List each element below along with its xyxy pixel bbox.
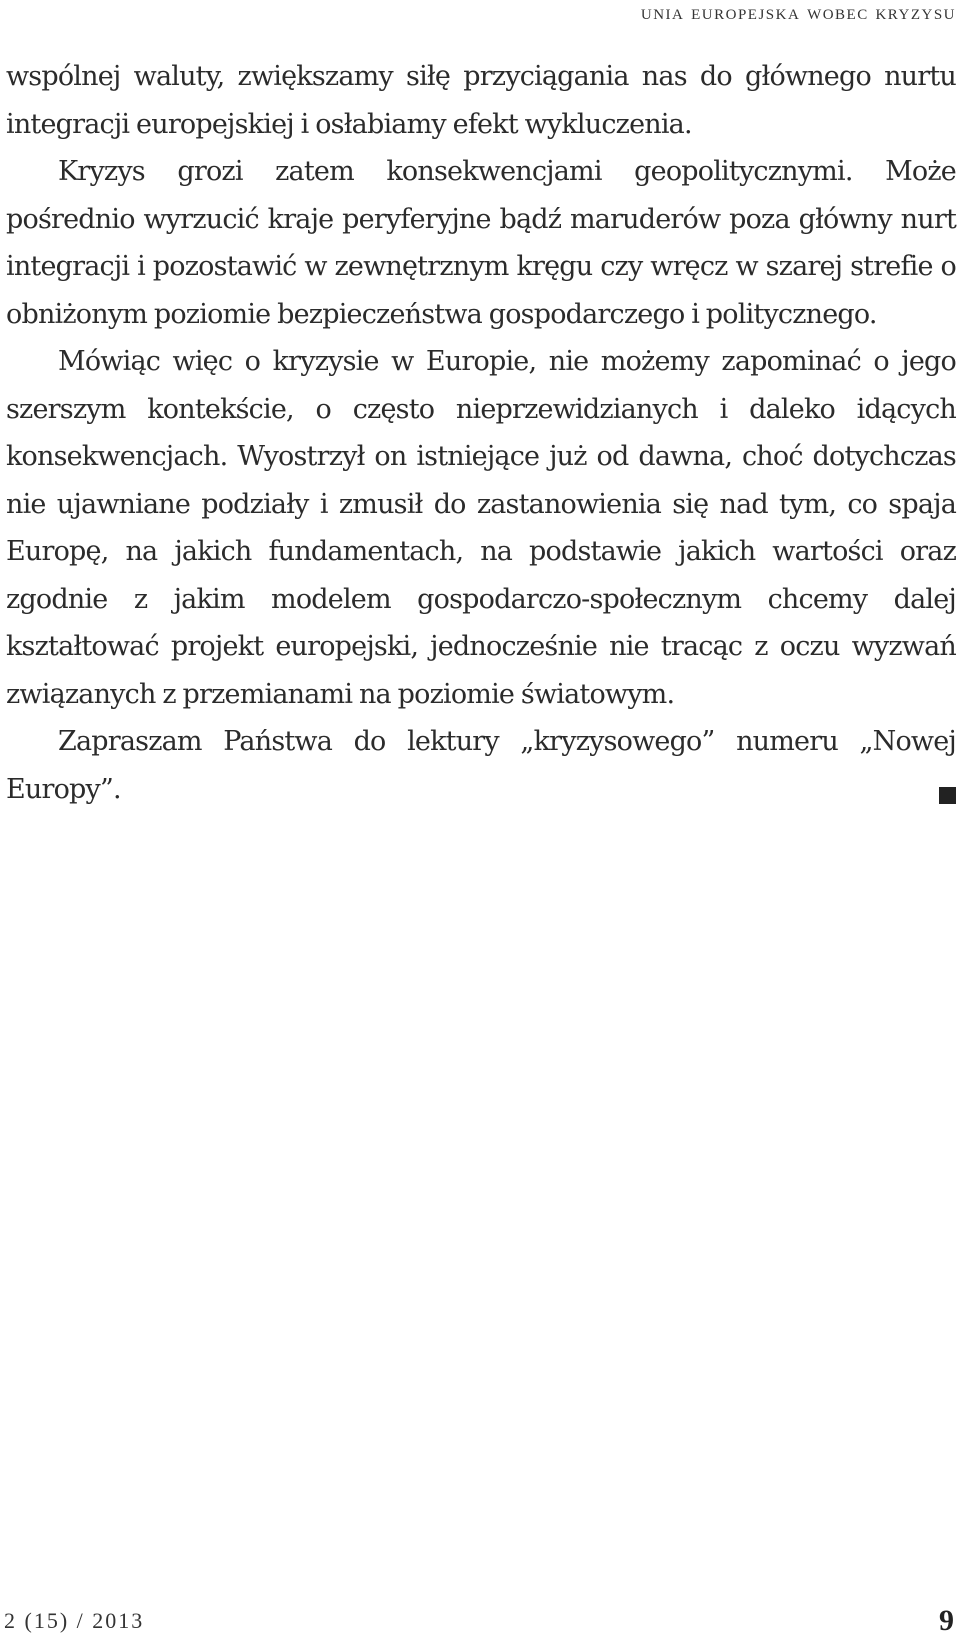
- article-body: [6, 53, 956, 813]
- running-head-title: unia europejska wobec kryzysu: [640, 0, 956, 24]
- paragraph-invitation: Zapraszam Państwa do lektury „kryzysowego” numeru „Nowej Europy”.: [6, 726, 956, 805]
- paragraph-continuation: wspólnej waluty, zwiększamy siłę przyciągania nas do głównego nurtu integracji europejskiej i osłabiamy efekt wykluczenia.: [6, 61, 956, 140]
- paragraph-geopolitics: Kryzys grozi zatem konsekwencjami geopolitycznymi. Może pośrednio wyrzucić kraje peryferyjne bądź maruderów poza główny nurt integracji i pozostawić w zewnętrznym kręgu czy wręcz w szarej strefie o obniżonym poziomie bezpieczeństwa gospodarczego i politycznego.: [6, 156, 956, 330]
- issue-number: 2 (15) / 2013: [4, 1608, 145, 1633]
- paragraph-crisis-context: Mówiąc więc o kryzysie w Europie, nie możemy zapominać o jego szerszym kontekście, o często nieprzewidzianych i daleko idących konsekwencjach. Wyostrzył on istniejące już od dawna, choć dotychczas nie ujawniane podziały i zmusił do zastanowienia się nad tym, co spaja Europę, na jakich fundamentach, na podstawie jakich wartości oraz zgodnie z jakim modelem gospodarczo-społecznym chcemy dalej kształtować projekt europejski, jednocześnie nie tracąc z oczu wyzwań związanych z przemianami na poziomie światowym.: [6, 346, 956, 710]
- end-of-article-square-icon: [939, 787, 956, 804]
- closing-paragraph-wrapper: [6, 718, 956, 813]
- page-number: 9: [939, 1604, 954, 1637]
